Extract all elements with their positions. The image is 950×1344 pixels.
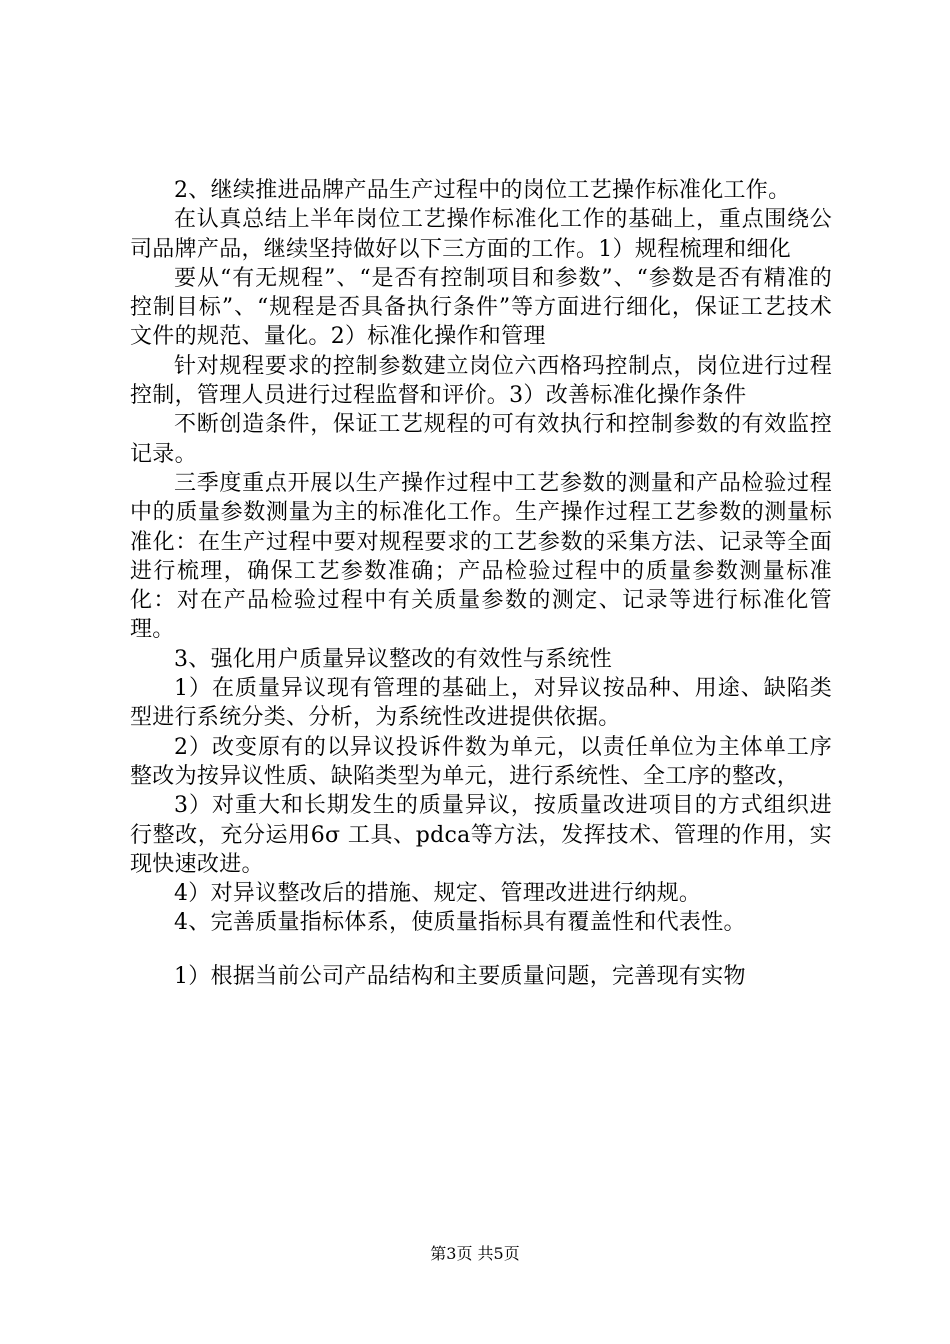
paragraph-rules-detail: 要从“有无规程”、“是否有控制项目和参数”、“参数是否有精准的控制目标”、“规程是否具备执行条件”等方面进行细化，保证工艺技术文件的规范、量化。2）标准化操作和管理 [130,265,832,350]
page-number-footer: 第3页 共5页 [430,1244,520,1263]
paragraph-section-3-heading: 3、强化用户质量异议整改的有效性与系统性 [174,646,612,672]
paragraph-item-3: 3）对重大和长期发生的质量异议，按质量改进项目的方式组织进行整改，充分运用6σ 工具、pdca等方法，发挥技术、管理的作用，实现快速改进。 [130,793,832,877]
paragraph-create-conditions: 不断创造条件，保证工艺规程的可有效执行和控制参数的有效监控记录。 [130,412,832,467]
paragraph-section-4-heading: 4、完善质量指标体系，使质量指标具有覆盖性和代表性。 [174,910,746,936]
document-body [130,176,832,991]
paragraph-section-2-heading: 2、继续推进品牌产品生产过程中的岗位工艺操作标准化工作。 [174,178,791,203]
paragraph-item-2: 2）改变原有的以异议投诉件数为单元，以责任单位为主体单工序整改为按异议性质、缺陷类型为单元，进行系统性、全工序的整改， [130,734,832,789]
paragraph-item-4: 4）对异议整改后的措施、规定、管理改进进行纳规。 [174,881,702,907]
paragraph-control-points: 针对规程要求的控制参数建立岗位六西格玛控制点，岗位进行过程控制，管理人员进行过程监督和评价。3）改善标准化操作条件 [130,353,832,409]
paragraph-item-1: 1）在质量异议现有管理的基础上，对异议按品种、用途、缺陷类型进行系统分类、分析，为系统性改进提供依据。 [130,676,832,731]
paragraph-summary: 在认真总结上半年岗位工艺操作标准化工作的基础上，重点围绕公司品牌产品，继续坚持做好以下三方面的工作。1）规程梳理和细化 [130,207,832,262]
paragraph-section-4-item-1: 1）根据当前公司产品结构和主要质量问题，完善现有实物 [174,963,746,989]
paragraph-third-quarter: 三季度重点开展以生产操作过程中工艺参数的测量和产品检验过程中的质量参数测量为主的标准化工作。生产操作过程工艺参数的测量标准化：在生产过程中要对规程要求的工艺参数的采集方法、记录等全面进行梳理，确保工艺参数准确；产品检验过程中的质量参数测量标准化：对在产品检验过程中有关质量参数的测定、记录等进行标准化管理。 [130,470,832,643]
